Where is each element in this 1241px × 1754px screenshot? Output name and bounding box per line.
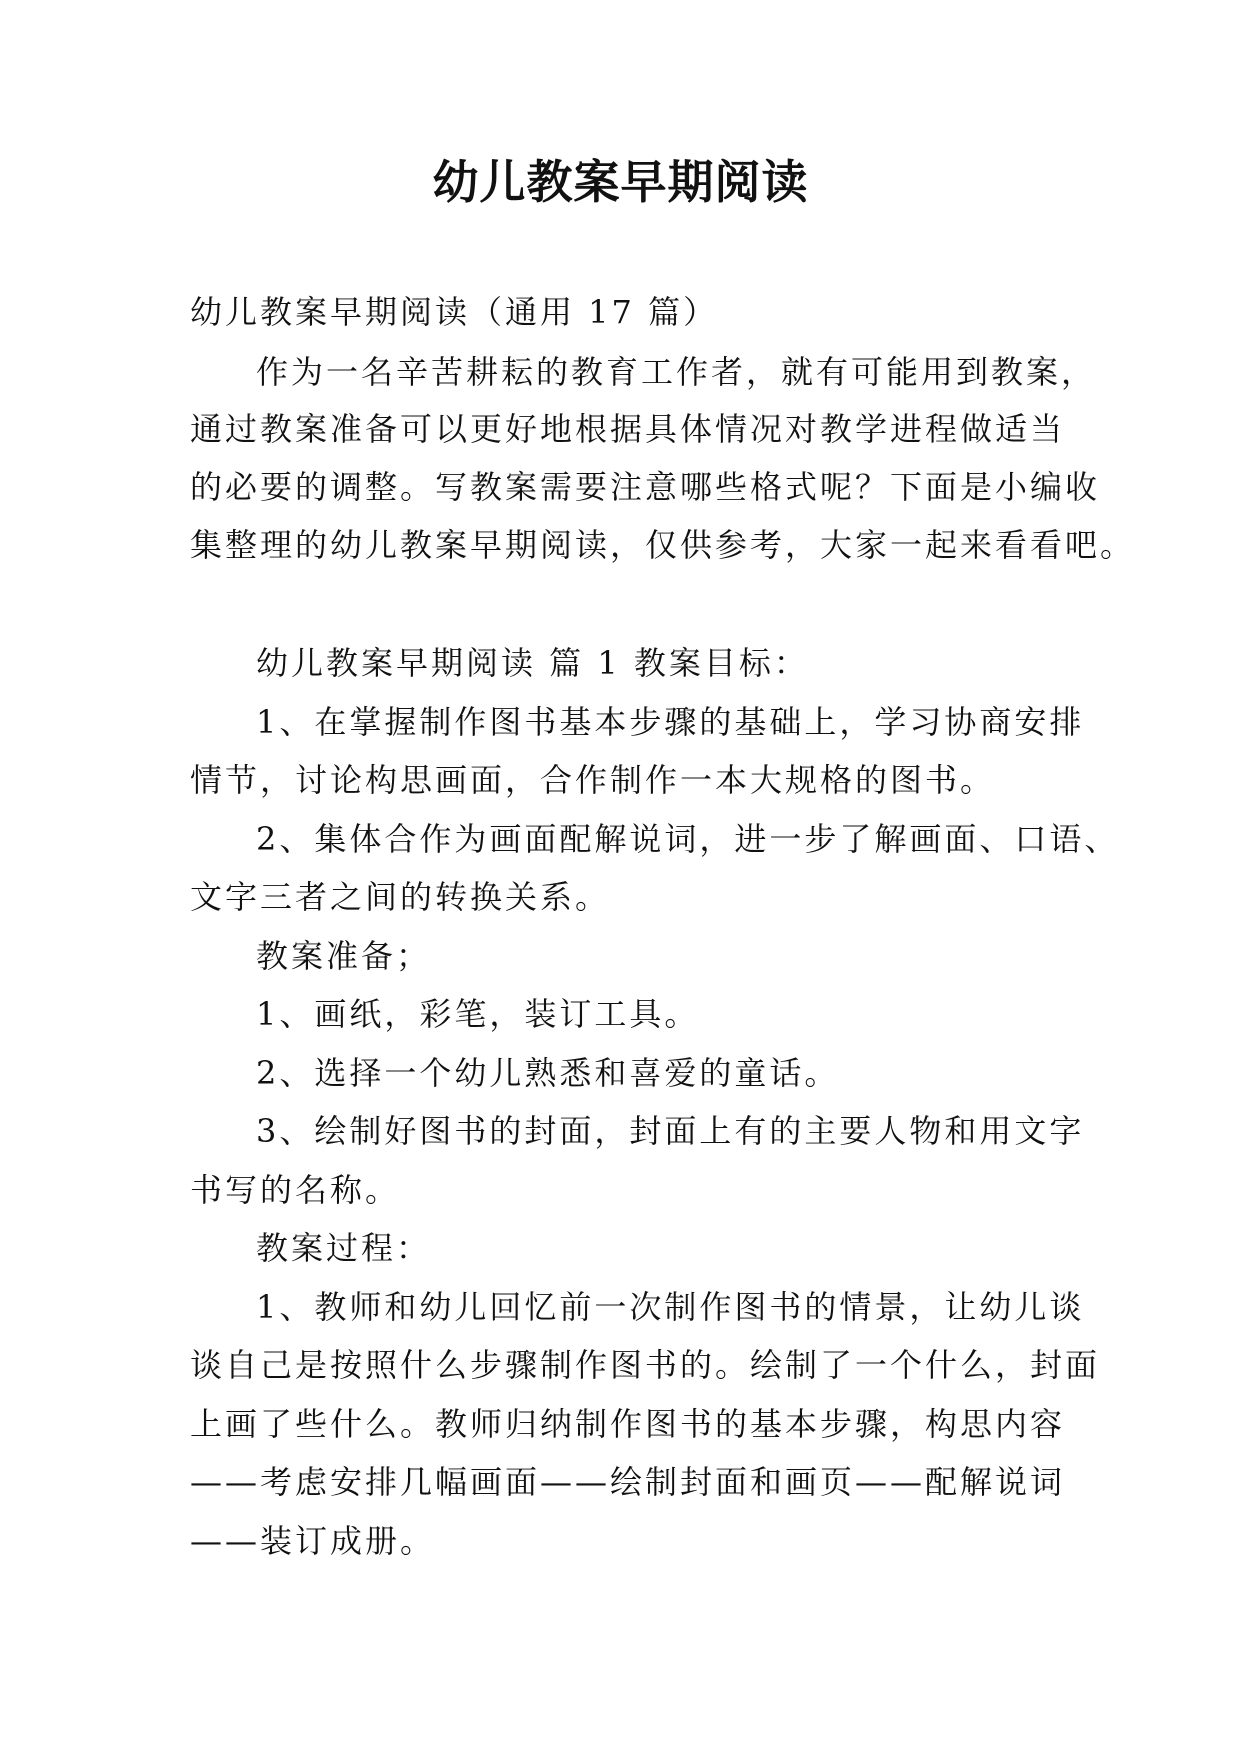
body-line: 2、选择一个幼儿熟悉和喜爱的童话。 <box>256 1054 840 1092</box>
intro-line-4: 集整理的幼儿教案早期阅读，仅供参考，大家一起来看看吧。 <box>190 526 1136 564</box>
body-line: 谈自己是按照什么步骤制作图书的。绘制了一个什么，封面 <box>190 1346 1101 1384</box>
subtitle-line: 幼儿教案早期阅读（通用 17 篇） <box>190 293 719 331</box>
body-line: 1、教师和幼儿回忆前一次制作图书的情景，让幼儿谈 <box>256 1288 1085 1326</box>
body-line: 教案准备； <box>256 937 432 975</box>
intro-line-3: 的必要的调整。写教案需要注意哪些格式呢？下面是小编收 <box>190 468 1101 506</box>
body-line: 书写的名称。 <box>190 1171 401 1209</box>
intro-line-2: 通过教案准备可以更好地根据具体情况对教学进程做适当 <box>190 410 1066 448</box>
body-line: 文字三者之间的转换关系。 <box>190 878 611 916</box>
body-line: ——装订成册。 <box>190 1522 436 1560</box>
body-line: 情节，讨论构思画面，合作制作一本大规格的图书。 <box>190 761 996 799</box>
body-line: 1、画纸，彩笔，装订工具。 <box>256 995 700 1033</box>
body-line: 1、在掌握制作图书基本步骤的基础上，学习协商安排 <box>256 703 1085 741</box>
body-line: 上画了些什么。教师归纳制作图书的基本步骤，构思内容 <box>190 1405 1066 1443</box>
page-title: 幼儿教案早期阅读 <box>432 155 809 209</box>
body-line: 3、绘制好图书的封面，封面上有的主要人物和用文字 <box>256 1112 1085 1150</box>
body-line: 2、集体合作为画面配解说词，进一步了解画面、口语、 <box>256 820 1120 858</box>
body-line: 教案过程： <box>256 1229 432 1267</box>
section-heading-1: 幼儿教案早期阅读 篇 1 教案目标： <box>256 644 809 682</box>
body-line: ——考虑安排几幅画面——绘制封面和画页——配解说词 <box>190 1463 1066 1501</box>
intro-line-1: 作为一名辛苦耕耘的教育工作者，就有可能用到教案， <box>256 353 1097 391</box>
